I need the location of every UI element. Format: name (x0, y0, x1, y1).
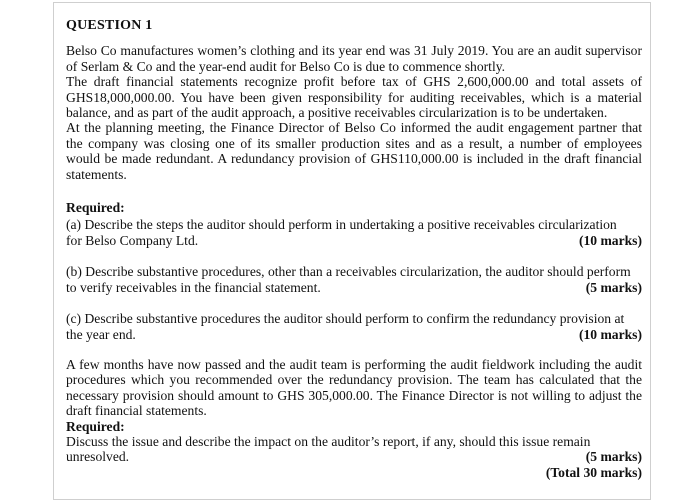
final-question (66, 434, 642, 480)
question-b (66, 264, 642, 295)
required-label: Required: (66, 200, 125, 216)
question-a (66, 217, 642, 248)
final-question-line-1: Discuss the issue and describe the impact on the auditor’s report, if any, should this issue remain (66, 433, 591, 449)
final-question-marks: (5 marks) (585, 449, 642, 465)
intro-paragraph-1: Belso Co manufactures women’s clothing and its year end was 31 July 2019. You are an audit supervisor of Serlam & Co and the year-end audit for Belso Co is due to commence shortly. (66, 43, 642, 74)
question-a-marks: (10 marks) (578, 232, 642, 248)
question-b-line-1: (b) Describe substantive procedures, other than a receivables circularization, the auditor should perform (66, 264, 631, 280)
final-question-marks-row (66, 449, 642, 464)
intro-paragraph-2: The draft financial statements recognize profit before tax of GHS 2,600,000.00 and total assets of GHS18,000,000.00. You have been given responsibility for auditing receivables, which is a material balance, and as part of the audit approach, a positive receivables circularization is to be undertaken. (66, 74, 642, 121)
question-c-marks: (10 marks) (578, 326, 642, 342)
question-c-marks-row (66, 327, 642, 342)
question-c-line-1: (c) Describe substantive procedures the auditor should perform to confirm the redundancy provision at (66, 311, 625, 327)
follow-up-paragraph: A few months have now passed and the audit team is performing the audit fieldwork including the audit procedures which you recommended over the redundancy provision. The team has calculated that the necessary provision should amount to GHS 305,000.00. The Finance Director is not willing to adjust the draft financial statements. (66, 356, 642, 419)
question-b-marks: (5 marks) (585, 279, 642, 295)
required-label-2: Required: (66, 418, 125, 434)
question-heading: QUESTION 1 (66, 18, 153, 33)
question-a-marks-row (66, 233, 642, 248)
question-a-line-1: (a) Describe the steps the auditor should perform in undertaking a positive receivables circularization (66, 217, 617, 233)
question-a-line-2: for Belso Company Ltd. (66, 232, 199, 248)
question-b-marks-row (66, 280, 642, 295)
total-marks: (Total 30 marks) (545, 464, 642, 480)
question-b-line-2: to verify receivables in the financial statement. (66, 279, 321, 295)
total-row (66, 465, 642, 480)
question-c-line-2: the year end. (66, 326, 136, 342)
question-c (66, 311, 642, 342)
question-document (66, 18, 642, 480)
intro-paragraph-3: At the planning meeting, the Finance Director of Belso Co informed the audit engagement partner that the company was closing one of its smaller production sites and as a result, a number of employees would be made redundant. A redundancy provision of GHS110,000.00 is included in the draft financial statements. (66, 120, 642, 182)
final-question-line-2: unresolved. (66, 449, 130, 465)
